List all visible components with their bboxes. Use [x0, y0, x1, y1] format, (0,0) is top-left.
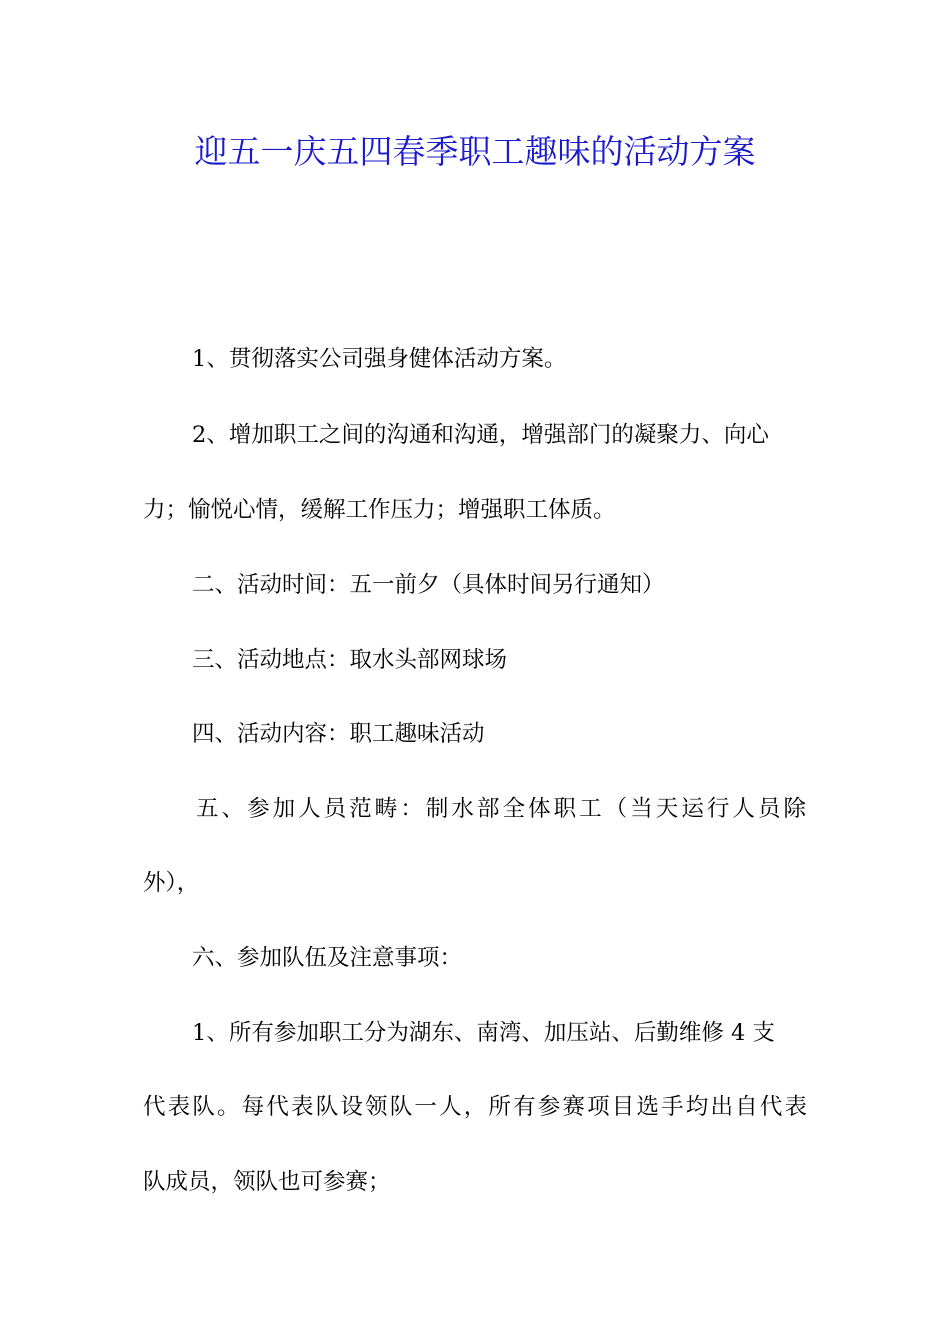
paragraph-teams-heading: 六、参加队伍及注意事项： — [192, 945, 463, 971]
paragraph-activity-location: 三、活动地点：取水头部网球场 — [192, 647, 508, 673]
paragraph-teams-1-line-1: 1、所有参加职工分为湖东、南湾、加压站、后勤维修 4 支 — [192, 1020, 775, 1046]
paragraph-purpose-1: 1、贯彻落实公司强身健体活动方案。 — [192, 346, 567, 372]
paragraph-teams-1-line-3: 队成员，领队也可参赛； — [143, 1169, 391, 1195]
paragraph-activity-content: 四、活动内容：职工趣味活动 — [192, 721, 485, 747]
paragraph-purpose-2-line-2: 力；愉悦心情，缓解工作压力；增强职工体质。 — [143, 497, 616, 523]
paragraph-participants-line-2: 外）， — [143, 870, 200, 896]
paragraph-purpose-2-line-1: 2、增加职工之间的沟通和沟通，增强部门的凝聚力、向心 — [192, 422, 769, 448]
document-title: 迎五一庆五四春季职工趣味的活动方案 — [194, 132, 756, 171]
paragraph-teams-1-line-2: 代表队。每代表队设领队一人，所有参赛项目选手均出自代表 — [143, 1094, 807, 1120]
paragraph-participants-line-1: 五、参加人员范畴：制水部全体职工（当天运行人员除 — [196, 796, 806, 822]
paragraph-activity-time: 二、活动时间：五一前夕（具体时间另行通知） — [192, 572, 665, 598]
